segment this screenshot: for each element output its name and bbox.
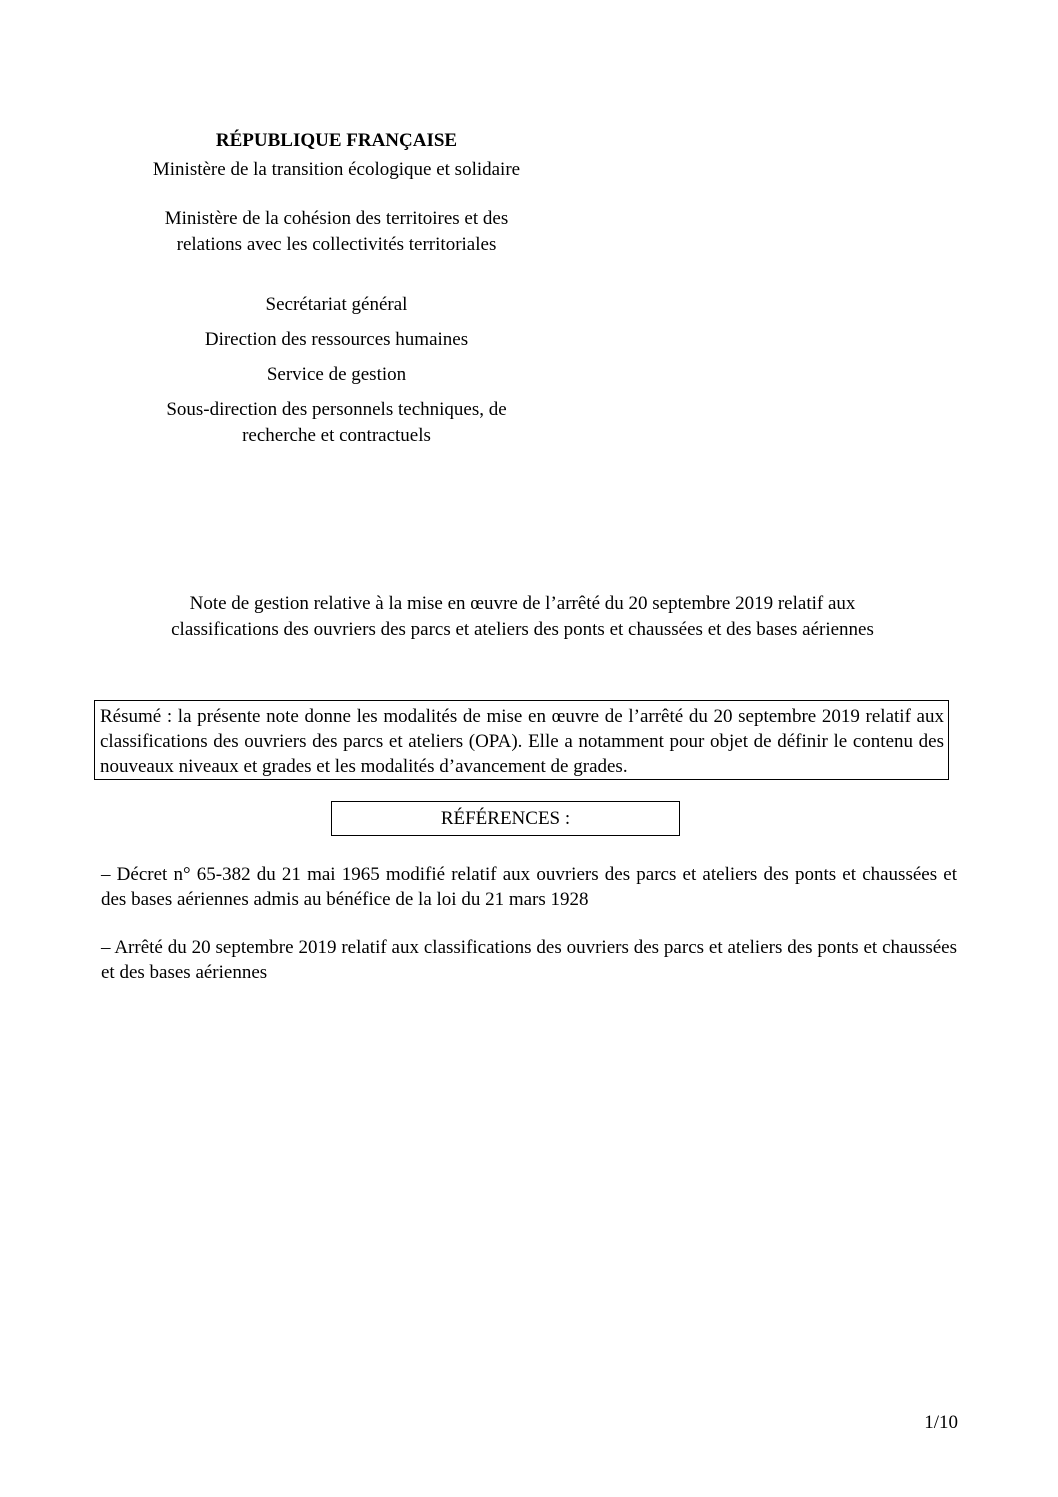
note-title-line-1: Note de gestion relative à la mise en œuvre de l’arrêté du 20 septembre 2019 relatif aux [189, 593, 856, 614]
reference-item-order: – Arrêté du 20 septembre 2019 relatif aux classifications des ouvriers des parcs et ateliers des ponts et chaussées et des bases aériennes [101, 937, 957, 983]
note-title-line-2: classifications des ouvriers des parcs et ateliers des ponts et chaussées et des bases aériennes [171, 619, 874, 640]
ministry-territorial-cohesion-line-1: Ministère de la cohésion des territoires et des [164, 208, 509, 229]
references-heading: RÉFÉRENCES : [440, 808, 571, 829]
page-number: 1/10 [924, 1412, 958, 1433]
hr-direction: Direction des ressources humaines [204, 329, 469, 350]
general-secretariat: Secrétariat général [265, 294, 408, 315]
ministry-territorial-cohesion-line-2: relations avec les collectivités territoriales [176, 234, 497, 255]
sub-direction-line-2: recherche et contractuels [242, 425, 431, 446]
summary-text: Résumé : la présente note donne les modalités de mise en œuvre de l’arrêté du 20 septembre 2019 relatif aux classifications des ouvriers des parcs et ateliers (OPA). Elle a notamment pour objet de définir le contenu des nouveaux niveaux et grades et les modalités d’avancement de grades. [100, 706, 944, 777]
summary-box [94, 700, 949, 780]
issuing-authority-header [100, 128, 573, 449]
ministry-ecological-transition: Ministère de la transition écologique et solidaire [152, 159, 521, 180]
sub-direction-line-1: Sous-direction des personnels techniques, de [166, 399, 507, 420]
republic-title: RÉPUBLIQUE FRANÇAISE [215, 130, 458, 151]
reference-item-decree: – Décret n° 65-382 du 21 mai 1965 modifié relatif aux ouvriers des parcs et ateliers des ponts et chaussées et des bases aériennes admis au bénéfice de la loi du 21 mars 1928 [101, 864, 957, 910]
management-service: Service de gestion [266, 364, 407, 385]
references-heading-box [331, 801, 680, 836]
note-title [100, 591, 945, 643]
